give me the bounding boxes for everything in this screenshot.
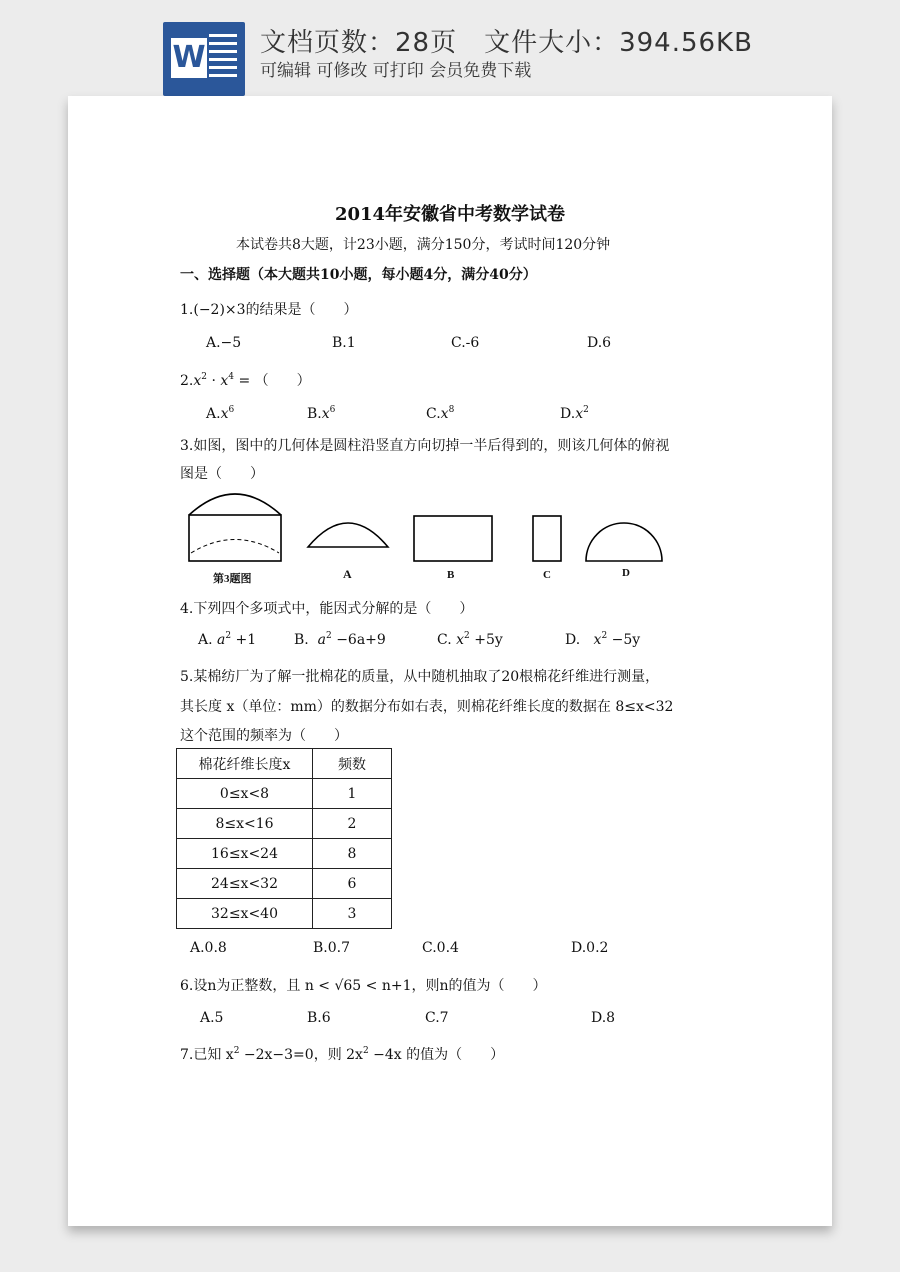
file-info-title: 文档页数：28页 文件大小：394.56KB xyxy=(260,28,753,58)
question-3-line-1: 3.如图，图中的几何体是圆柱沿竖直方向切掉一半后得到的，则该几何体的俯视 xyxy=(180,438,670,454)
q4-a-rest: +1 xyxy=(231,632,257,648)
q2-base-2: x xyxy=(220,373,229,389)
q4-b-exp: 2 xyxy=(326,631,332,641)
q2-d-base: x xyxy=(575,406,584,422)
table-cell: 0≤x<8 xyxy=(177,779,313,809)
q6-option-c: C.7 xyxy=(425,1010,449,1026)
q5-option-c: C.0.4 xyxy=(422,940,459,956)
file-features: 可编辑 可修改 可打印 会员免费下载 xyxy=(260,61,532,81)
question-4: 4.下列四个多项式中，能因式分解的是（ ） xyxy=(180,601,474,617)
table-cell: 3 xyxy=(313,899,392,929)
exam-title: 2014年安徽省中考数学试卷 xyxy=(334,204,566,225)
q2-b-label: B. xyxy=(307,406,322,422)
q2-c-base: x xyxy=(440,406,449,422)
fig-label-d: D xyxy=(622,567,630,579)
q4-d-exp: 2 xyxy=(601,631,608,641)
q4-d-label: D. xyxy=(565,632,581,648)
q4-c-exp: 2 xyxy=(464,631,470,641)
q4-a-label: A. xyxy=(198,632,213,648)
table-cell: 8≤x<16 xyxy=(177,809,313,839)
q4-c-var: x xyxy=(456,632,465,648)
question-7 xyxy=(180,1044,504,1064)
q4-c-rest: +5y xyxy=(469,632,503,648)
fig-option-a xyxy=(308,523,388,547)
q4-a-var: a xyxy=(217,632,226,648)
q4-option-b xyxy=(294,631,386,648)
fig-caption: 第3题图 xyxy=(213,573,252,585)
q2-d-exp: 2 xyxy=(583,405,589,415)
table-cell: 1 xyxy=(313,779,392,809)
q4-d-rest: −5y xyxy=(607,632,641,648)
fig-main-hidden-arc xyxy=(191,540,279,554)
q4-b-var: a xyxy=(317,632,327,648)
fig-option-b xyxy=(414,516,492,561)
q2-number: 2. xyxy=(180,373,194,389)
q1-text: 的结果是（ ） xyxy=(245,302,358,318)
q2-c-label: C. xyxy=(426,406,441,422)
question-5-line-2: 其长度 x（单位：mm）的数据分布如右表，则棉花纤维长度的数据在 8≤x<32 xyxy=(180,699,674,715)
q2-a-exp: 6 xyxy=(228,405,235,415)
q2-exp-1: 2 xyxy=(201,372,207,382)
document-page xyxy=(68,96,832,1226)
q5-option-b: B.0.7 xyxy=(313,940,351,956)
table-header: 棉花纤维长度x xyxy=(177,749,313,779)
q1-option-c: C.-6 xyxy=(451,335,480,351)
q2-option-d xyxy=(560,405,589,422)
q7-exp-a: 2 xyxy=(233,1046,240,1056)
q2-exp-2: 4 xyxy=(228,372,234,382)
q2-option-c xyxy=(426,405,454,422)
q3-figures xyxy=(180,491,670,590)
q4-a-exp: 2 xyxy=(225,631,232,641)
q4-b-label: B. xyxy=(294,632,309,648)
table-row xyxy=(177,899,392,929)
table-cell: 16≤x<24 xyxy=(177,839,313,869)
fig-main-body xyxy=(189,515,281,561)
fig-option-d xyxy=(586,523,662,561)
q1-option-a: A.−5 xyxy=(206,335,242,351)
q7-text-c: −4x 的值为（ ） xyxy=(368,1047,505,1063)
frequency-table xyxy=(176,748,392,929)
table-row xyxy=(177,869,392,899)
word-document-icon: W xyxy=(163,22,245,96)
q1-option-d: D.6 xyxy=(587,335,612,351)
table-cell: 6 xyxy=(313,869,392,899)
q2-option-a xyxy=(206,405,234,422)
q2-option-b xyxy=(307,405,335,422)
q2-dot: · xyxy=(207,373,221,389)
table-cell: 2 xyxy=(313,809,392,839)
table-cell: 8 xyxy=(313,839,392,869)
q6-option-a: A.5 xyxy=(200,1010,224,1026)
q5-option-d: D.0.2 xyxy=(571,940,609,956)
q6-option-b: B.6 xyxy=(307,1010,331,1026)
fig-label-c: C xyxy=(543,569,551,581)
exam-info: 本试卷共8大题，计23小题，满分150分，考试时间120分钟 xyxy=(236,237,611,253)
q7-text-b: −2x−3=0，则 2x xyxy=(239,1047,363,1063)
q2-b-exp: 6 xyxy=(329,405,336,415)
q4-option-c xyxy=(437,631,503,648)
q1-expression: (−2)×3 xyxy=(193,302,246,318)
q4-option-a xyxy=(198,631,256,648)
table-cell: 32≤x<40 xyxy=(177,899,313,929)
question-3-line-2: 图是（ ） xyxy=(180,466,264,482)
table-header-row xyxy=(177,749,392,779)
fig-option-c xyxy=(533,516,561,561)
table-row xyxy=(177,809,392,839)
question-2 xyxy=(180,370,311,390)
q2-a-base: x xyxy=(220,406,229,422)
question-6: 6.设n为正整数，且 n < √65 < n+1，则n的值为（ ） xyxy=(180,978,547,994)
question-5-line-1: 5.某棉纺厂为了解一批棉花的质量，从中随机抽取了20根棉花纤维进行测量， xyxy=(180,669,660,685)
fig-label-b: B xyxy=(447,569,455,581)
q4-b-rest: −6a+9 xyxy=(331,632,386,648)
q5-option-a: A.0.8 xyxy=(190,940,227,956)
question-1 xyxy=(180,299,358,319)
q2-a-label: A. xyxy=(206,406,221,422)
q4-d-var: x xyxy=(593,632,602,648)
q7-text-a: 7.已知 x xyxy=(180,1047,234,1063)
q1-option-b: B.1 xyxy=(332,335,356,351)
q4-c-label: C. xyxy=(437,632,452,648)
table-cell: 24≤x<32 xyxy=(177,869,313,899)
q2-c-exp: 8 xyxy=(448,405,455,415)
question-5-line-3: 这个范围的频率为（ ） xyxy=(180,728,348,744)
fig-label-a: A xyxy=(343,567,352,581)
fig-main-top-arc xyxy=(189,494,281,515)
download-banner xyxy=(0,0,900,96)
q7-exp-b: 2 xyxy=(362,1046,369,1056)
q2-base-1: x xyxy=(193,373,202,389)
q2-d-label: D. xyxy=(560,406,576,422)
q6-option-d: D.8 xyxy=(591,1010,616,1026)
q1-number: 1. xyxy=(180,302,194,318)
q4-option-d xyxy=(565,631,640,648)
q2-text: = （ ） xyxy=(234,373,311,389)
geometry-figures xyxy=(180,491,670,586)
table-header: 频数 xyxy=(313,749,392,779)
section-heading: 一、选择题（本大题共10小题，每小题4分，满分40分） xyxy=(180,267,537,283)
q2-b-base: x xyxy=(321,406,330,422)
table-row xyxy=(177,779,392,809)
table-row xyxy=(177,839,392,869)
